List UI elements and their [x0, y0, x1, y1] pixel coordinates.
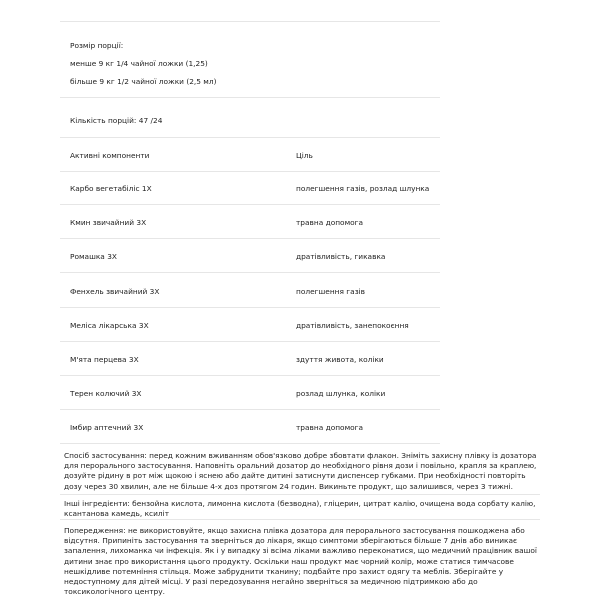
servings-count: Кількість порцій: 47 /24 [70, 116, 163, 125]
component-cell: Ромашка 3X [70, 252, 117, 261]
dosage-line-over-9kg: більше 9 кг 1/2 чайної ложки (2,5 мл) [70, 77, 217, 86]
purpose-cell: розлад шлунка, коліки [296, 389, 386, 398]
divider [60, 272, 440, 273]
header-active-components: Активні компоненти [70, 151, 150, 160]
component-cell: М'ята перцева 3X [70, 355, 139, 364]
component-cell: Імбир аптечний 3X [70, 423, 144, 432]
dosage-line-under-9kg: менше 9 кг 1/4 чайної ложки (1,25) [70, 59, 208, 68]
divider [60, 137, 440, 138]
usage-text: Спосіб застосування: перед кожним вживанням обов'язково добре збовтати флакон. Зніміть захисну плівку із дозатора для перорального застосування. Наповніть оральний дозатор до необхідного рівня дози і повільно, крапля за краплею, дозуйте рідину в рот між щокою і яснею або дайте дитині затиснути диспенсер губками. При необхідності повторіть дозу через 30 хвилин, але не більше 4-х доз протягом 24 годин. Викиньте продукт, що залишився, через 3 тижні. [64, 451, 537, 491]
purpose-cell: травна допомога [296, 218, 364, 227]
divider [60, 171, 440, 172]
divider [60, 238, 440, 239]
other-ingredients-text: Інші інгредієнти: бензойна кислота, лимонна кислота (безводна), гліцерин, цитрат калію, очищена вода сорбату калію, ксантанова камедь, ксиліт [64, 499, 536, 519]
divider [60, 307, 440, 308]
divider [60, 375, 440, 376]
header-purpose: Ціль [296, 151, 313, 160]
warning-section [64, 526, 540, 597]
divider [60, 341, 440, 342]
purpose-cell: полегшення газів [296, 287, 366, 296]
divider [60, 97, 440, 98]
divider [60, 519, 540, 520]
purpose-cell: здуття живота, коліки [296, 355, 384, 364]
divider [60, 204, 440, 205]
component-cell: Фенхель звичайний 3X [70, 287, 160, 296]
divider [60, 409, 440, 410]
component-cell: Карбо вегетабіліс 1X [70, 184, 152, 193]
purpose-cell: полегшення газів, розлад шлунка [296, 184, 430, 193]
divider [60, 21, 440, 22]
usage-instructions [64, 451, 540, 492]
divider [60, 443, 440, 444]
component-cell: Кмин звичайний 3X [70, 218, 147, 227]
divider [60, 494, 540, 495]
warning-text: Попередження: не використовуйте, якщо захисна плівка дозатора для перорального застосування пошкоджена або відсутня. Припиніть застосування та зверніться до лікаря, якщо симптоми зберігаються більше 7 днів або виникає запалення, лихоманка чи інфекція. Як і у випадку зі всіма ліками важливо переконатися, що медичний працівник вашої дитини знає про використання цього продукту. Оскільки наш продукт має чорний колір, може статися тимчасове нешкідливе потемніння стільця. Може забруднити тканину; подбайте про захист одягу та меблів. Зберігайте у недоступному для дітей місці. У разі передозування негайно зверніться за медичною підтримкою або до токсикологічного центру. [64, 526, 537, 597]
purpose-cell: дратівливість, занепокоєння [296, 321, 409, 330]
other-ingredients [64, 499, 540, 519]
dosage-heading: Розмір порції: [70, 41, 124, 50]
component-cell: Терен колючий 3X [70, 389, 142, 398]
purpose-cell: дратівливість, гикавка [296, 252, 386, 261]
component-cell: Меліса лікарська 3X [70, 321, 149, 330]
purpose-cell: травна допомога [296, 423, 364, 432]
